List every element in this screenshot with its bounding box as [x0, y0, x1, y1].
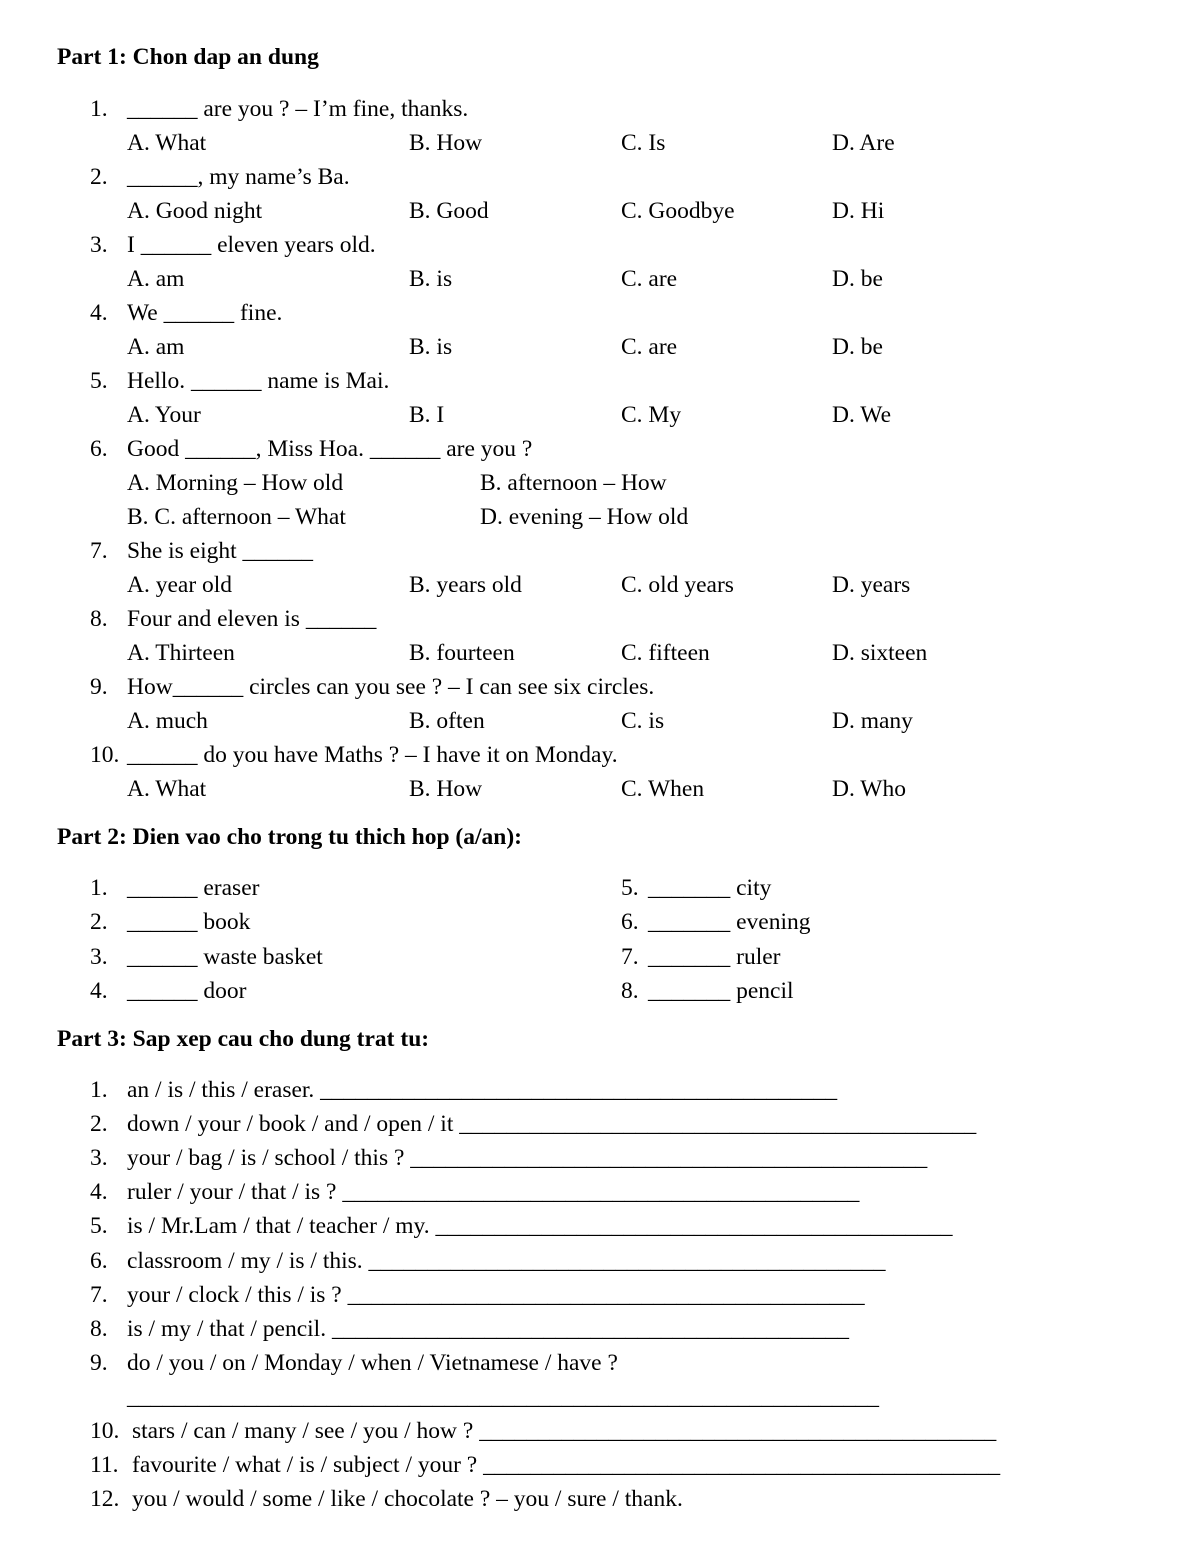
- option-c: C. are: [621, 266, 678, 292]
- question-text: ______ are you ? – I’m fine, thanks.: [127, 96, 469, 122]
- reorder-item-10: [0, 1414, 1200, 1448]
- item-number: 7.: [90, 1282, 108, 1308]
- option-d: D. be: [832, 266, 883, 292]
- question-number: 8.: [90, 606, 108, 632]
- question-3-options: [0, 262, 1200, 296]
- item-text: your / clock / this / is ? ____________________________________________: [127, 1282, 865, 1308]
- item-text: you / would / some / like / chocolate ? – you / sure / thank.: [132, 1486, 683, 1512]
- option-c: C. are: [621, 334, 678, 360]
- option-a: A. Morning – How old: [127, 470, 344, 496]
- item-number: 4.: [90, 978, 108, 1004]
- reorder-item-2: [0, 1107, 1200, 1141]
- item-number: 3.: [90, 1145, 108, 1171]
- option-d: D. evening – How old: [480, 504, 689, 530]
- option-d: D. be: [832, 334, 883, 360]
- option-b: B. How: [409, 776, 483, 802]
- option-c: C. is: [621, 708, 665, 734]
- question-1: [0, 92, 1200, 126]
- option-a: A. am: [127, 266, 185, 292]
- option-c: B. C. afternoon – What: [127, 504, 346, 530]
- option-d: D. Hi: [832, 198, 885, 224]
- question-text: Hello. ______ name is Mai.: [127, 368, 390, 394]
- reorder-item-6: [0, 1244, 1200, 1278]
- question-text: I ______ eleven years old.: [127, 232, 376, 258]
- item-number: 4.: [90, 1179, 108, 1205]
- item-text: down / your / book / and / open / it ____________________________________________: [127, 1111, 977, 1137]
- item-text: stars / can / many / see / you / how ? ____________________________________________: [132, 1418, 997, 1444]
- reorder-item-4: [0, 1175, 1200, 1209]
- item-number: 6.: [90, 1248, 108, 1274]
- question-1-options: [0, 126, 1200, 160]
- question-text: ______, my name’s Ba.: [127, 164, 350, 190]
- question-number: 2.: [90, 164, 108, 190]
- question-6-options-row1: [0, 466, 1200, 500]
- question-8: [0, 602, 1200, 636]
- question-7-options: [0, 568, 1200, 602]
- option-c: C. My: [621, 402, 682, 428]
- item-text: do / you / on / Monday / when / Vietnamese / have ?: [127, 1350, 618, 1376]
- option-b: B. I: [409, 402, 445, 428]
- question-text: We ______ fine.: [127, 300, 283, 326]
- reorder-item-9: [0, 1346, 1200, 1380]
- part2-row-2: [0, 905, 1200, 939]
- option-d: D. sixteen: [832, 640, 928, 666]
- option-b: B. afternoon – How: [480, 470, 667, 496]
- item-number: 2.: [90, 909, 108, 935]
- question-9-options: [0, 704, 1200, 738]
- question-4: [0, 296, 1200, 330]
- reorder-item-5: [0, 1209, 1200, 1243]
- question-text: She is eight ______: [127, 538, 314, 564]
- question-8-options: [0, 636, 1200, 670]
- item-number: 1.: [90, 1077, 108, 1103]
- item-text: ______ waste basket: [127, 944, 323, 970]
- item-number: 3.: [90, 944, 108, 970]
- question-text: Good ______, Miss Hoa. ______ are you ?: [127, 436, 533, 462]
- question-10: [0, 738, 1200, 772]
- question-text: Four and eleven is ______: [127, 606, 377, 632]
- item-text: favourite / what / is / subject / your ? ____________________________________________: [132, 1452, 1001, 1478]
- question-10-options: [0, 772, 1200, 806]
- item-number: 9.: [90, 1350, 108, 1376]
- question-4-options: [0, 330, 1200, 364]
- question-7: [0, 534, 1200, 568]
- part2-row-3: [0, 940, 1200, 974]
- question-number: 5.: [90, 368, 108, 394]
- option-d: D. We: [832, 402, 892, 428]
- option-a: A. year old: [127, 572, 233, 598]
- option-b: B. often: [409, 708, 485, 734]
- reorder-item-9-answer-line: [0, 1380, 1200, 1414]
- reorder-item-8: [0, 1312, 1200, 1346]
- option-a: A. Your: [127, 402, 201, 428]
- option-a: A. Thirteen: [127, 640, 235, 666]
- item-number: 12.: [90, 1486, 120, 1512]
- item-text: your / bag / is / school / this ? ____________________________________________: [127, 1145, 928, 1171]
- question-number: 6.: [90, 436, 108, 462]
- part3-heading: Part 3: Sap xep cau cho dung trat tu:: [57, 1026, 430, 1052]
- option-b: B. years old: [409, 572, 522, 598]
- question-9: [0, 670, 1200, 704]
- question-number: 7.: [90, 538, 108, 564]
- item-number: 10.: [90, 1418, 120, 1444]
- item-text: ruler / your / that / is ? ____________________________________________: [127, 1179, 860, 1205]
- option-c: C. old years: [621, 572, 734, 598]
- item-number: 8.: [621, 978, 639, 1004]
- option-b: B. is: [409, 266, 453, 292]
- item-text: _______ ruler: [648, 944, 781, 970]
- option-d: D. many: [832, 708, 913, 734]
- item-text: classroom / my / is / this. ____________________________________________: [127, 1248, 886, 1274]
- option-c: C. fifteen: [621, 640, 710, 666]
- question-5-options: [0, 398, 1200, 432]
- question-6: [0, 432, 1200, 466]
- item-text: ______ eraser: [127, 875, 260, 901]
- item-number: 1.: [90, 875, 108, 901]
- option-a: A. What: [127, 130, 207, 156]
- option-c: C. When: [621, 776, 705, 802]
- option-a: A. Good night: [127, 198, 263, 224]
- item-text: _______ evening: [648, 909, 811, 935]
- reorder-item-7: [0, 1278, 1200, 1312]
- option-a: A. much: [127, 708, 208, 734]
- reorder-item-12: [0, 1482, 1200, 1516]
- question-6-options-row2: [0, 500, 1200, 534]
- question-2: [0, 160, 1200, 194]
- option-a: A. What: [127, 776, 207, 802]
- item-number: 8.: [90, 1316, 108, 1342]
- item-number: 7.: [621, 944, 639, 970]
- part1-heading: Part 1: Chon dap an dung: [57, 44, 319, 70]
- item-number: 2.: [90, 1111, 108, 1137]
- question-2-options: [0, 194, 1200, 228]
- question-5: [0, 364, 1200, 398]
- question-3: [0, 228, 1200, 262]
- question-number: 1.: [90, 96, 108, 122]
- item-number: 11.: [90, 1452, 119, 1478]
- question-number: 4.: [90, 300, 108, 326]
- question-number: 9.: [90, 674, 108, 700]
- option-a: A. am: [127, 334, 185, 360]
- part2-heading: Part 2: Dien vao cho trong tu thich hop (a/an):: [57, 824, 522, 850]
- item-number: 6.: [621, 909, 639, 935]
- question-number: 10.: [90, 742, 120, 768]
- option-c: C. Goodbye: [621, 198, 735, 224]
- part2-row-4: [0, 974, 1200, 1008]
- option-d: D. years: [832, 572, 911, 598]
- item-text: is / Mr.Lam / that / teacher / my. ____________________________________________: [127, 1213, 953, 1239]
- item-text: _______ city: [648, 875, 772, 901]
- reorder-item-3: [0, 1141, 1200, 1175]
- option-b: B. is: [409, 334, 453, 360]
- option-c: C. Is: [621, 130, 666, 156]
- item-text: an / is / this / eraser. ____________________________________________: [127, 1077, 838, 1103]
- option-d: D. Who: [832, 776, 906, 802]
- reorder-item-1: [0, 1073, 1200, 1107]
- question-number: 3.: [90, 232, 108, 258]
- answer-line: ________________________________________________________________: [127, 1384, 879, 1410]
- question-text: ______ do you have Maths ? – I have it on Monday.: [127, 742, 618, 768]
- option-d: D. Are: [832, 130, 895, 156]
- item-text: ______ book: [127, 909, 251, 935]
- part2-row-1: [0, 871, 1200, 905]
- item-number: 5.: [90, 1213, 108, 1239]
- option-b: B. How: [409, 130, 483, 156]
- item-number: 5.: [621, 875, 639, 901]
- question-text: How______ circles can you see ? – I can see six circles.: [127, 674, 655, 700]
- item-text: ______ door: [127, 978, 247, 1004]
- item-text: _______ pencil: [648, 978, 794, 1004]
- reorder-item-11: [0, 1448, 1200, 1482]
- option-b: B. Good: [409, 198, 489, 224]
- item-text: is / my / that / pencil. ____________________________________________: [127, 1316, 849, 1342]
- option-b: B. fourteen: [409, 640, 515, 666]
